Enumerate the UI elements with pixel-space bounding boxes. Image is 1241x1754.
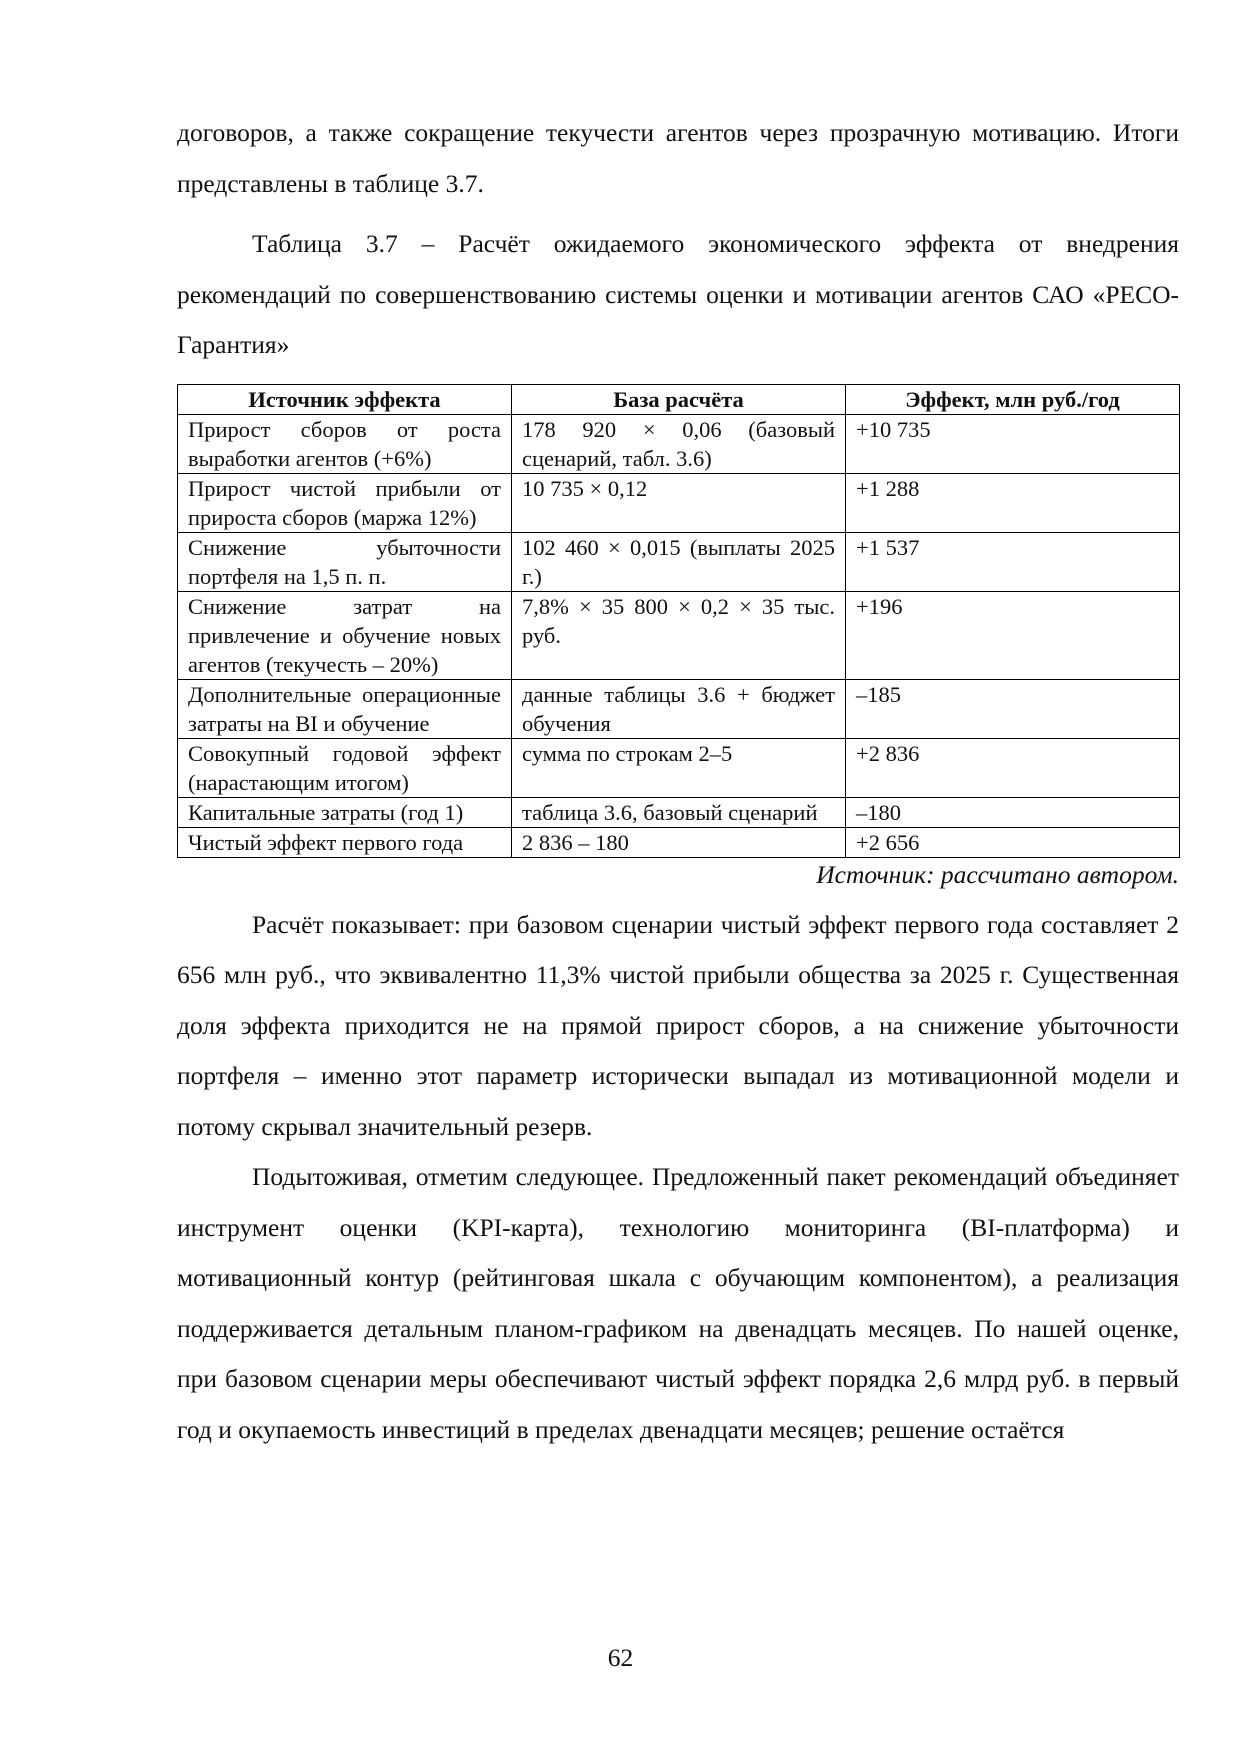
cell-effect: +2 656 <box>846 827 1180 857</box>
cell-base: 178 920 × 0,06 (базовый сценарий, табл. 3.6) <box>512 414 846 473</box>
cell-base: 102 460 × 0,015 (выплаты 2025 г.) <box>512 532 846 591</box>
body-paragraph: Подытоживая, отметим следующее. Предложенный пакет рекомендаций объединяет инструмент оценки (KPI-карта), технологию мониторинга (BI-платформа) и мотивационный контур (рейтинговая шкала с обучающим компонентом), а реализация поддерживается детальным планом-графиком на двенадцать месяцев. По нашей оценке, при базовом сценарии меры обеспечивают чистый эффект порядка 2,6 млрд руб. в первый год и окупаемость инвестиций в пределах двенадцати месяцев; решение остаётся <box>177 1162 1179 1444</box>
table-row <box>178 679 1180 738</box>
page-number: 62 <box>607 1643 634 1672</box>
header-source: Источник эффекта <box>178 384 512 414</box>
cell-source: Капитальные затраты (год 1) <box>178 797 512 827</box>
table-row <box>178 827 1180 857</box>
cell-source: Совокупный годовой эффект (нарастающим итогом) <box>178 738 512 797</box>
table-row <box>178 532 1180 591</box>
header-base: База расчёта <box>512 384 846 414</box>
cell-effect: –185 <box>846 679 1180 738</box>
table-row <box>178 591 1180 679</box>
document-page <box>177 108 1179 1455</box>
cell-base: сумма по строкам 2–5 <box>512 738 846 797</box>
table-row <box>178 797 1180 827</box>
cell-effect: +2 836 <box>846 738 1180 797</box>
effect-table <box>177 384 1180 858</box>
cell-effect: +196 <box>846 591 1180 679</box>
cell-base: 7,8% × 35 800 × 0,2 × 35 тыс. руб. <box>512 591 846 679</box>
body-paragraph: Расчёт показывает: при базовом сценарии чистый эффект первого года составляет 2 656 млн руб., что эквивалентно 11,3% чистой прибыли общества за 2025 г. Существенная доля эффекта приходится не на прямой прирост сборов, а на снижение убыточности портфеля – именно этот параметр исторически выпадал из мотивационной модели и потому скрывал значительный резерв. <box>177 909 1179 1141</box>
intro-paragraph: договоров, а также сокращение текучести агентов через прозрачную мотивацию. Итоги представлены в таблице 3.7. <box>177 118 1179 198</box>
cell-base: 10 735 × 0,12 <box>512 473 846 532</box>
cell-source: Снижение убыточности портфеля на 1,5 п. п. <box>178 532 512 591</box>
cell-source: Дополнительные операционные затраты на BI и обучение <box>178 679 512 738</box>
table-header-row <box>178 384 1180 414</box>
cell-effect: –180 <box>846 797 1180 827</box>
cell-source: Чистый эффект первого года <box>178 827 512 857</box>
header-effect: Эффект, млн руб./год <box>846 384 1180 414</box>
cell-base: 2 836 – 180 <box>512 827 846 857</box>
table-row <box>178 473 1180 532</box>
cell-effect: +1 288 <box>846 473 1180 532</box>
cell-source: Снижение затрат на привлечение и обучение новых агентов (текучесть – 20%) <box>178 591 512 679</box>
cell-source: Прирост сборов от роста выработки агентов (+6%) <box>178 414 512 473</box>
table-row <box>178 738 1180 797</box>
cell-source: Прирост чистой прибыли от прироста сборов (маржа 12%) <box>178 473 512 532</box>
cell-base: таблица 3.6, базовый сценарий <box>512 797 846 827</box>
cell-effect: +10 735 <box>846 414 1180 473</box>
table-source-note: Источник: рассчитано автором. <box>816 859 1179 889</box>
table-row <box>178 414 1180 473</box>
cell-effect: +1 537 <box>846 532 1180 591</box>
table-caption: Таблица 3.7 – Расчёт ожидаемого экономического эффекта от внедрения рекомендаций по совершенствованию системы оценки и мотивации агентов САО «РЕСО-Гарантия» <box>177 229 1179 359</box>
cell-base: данные таблицы 3.6 + бюджет обучения <box>512 679 846 738</box>
